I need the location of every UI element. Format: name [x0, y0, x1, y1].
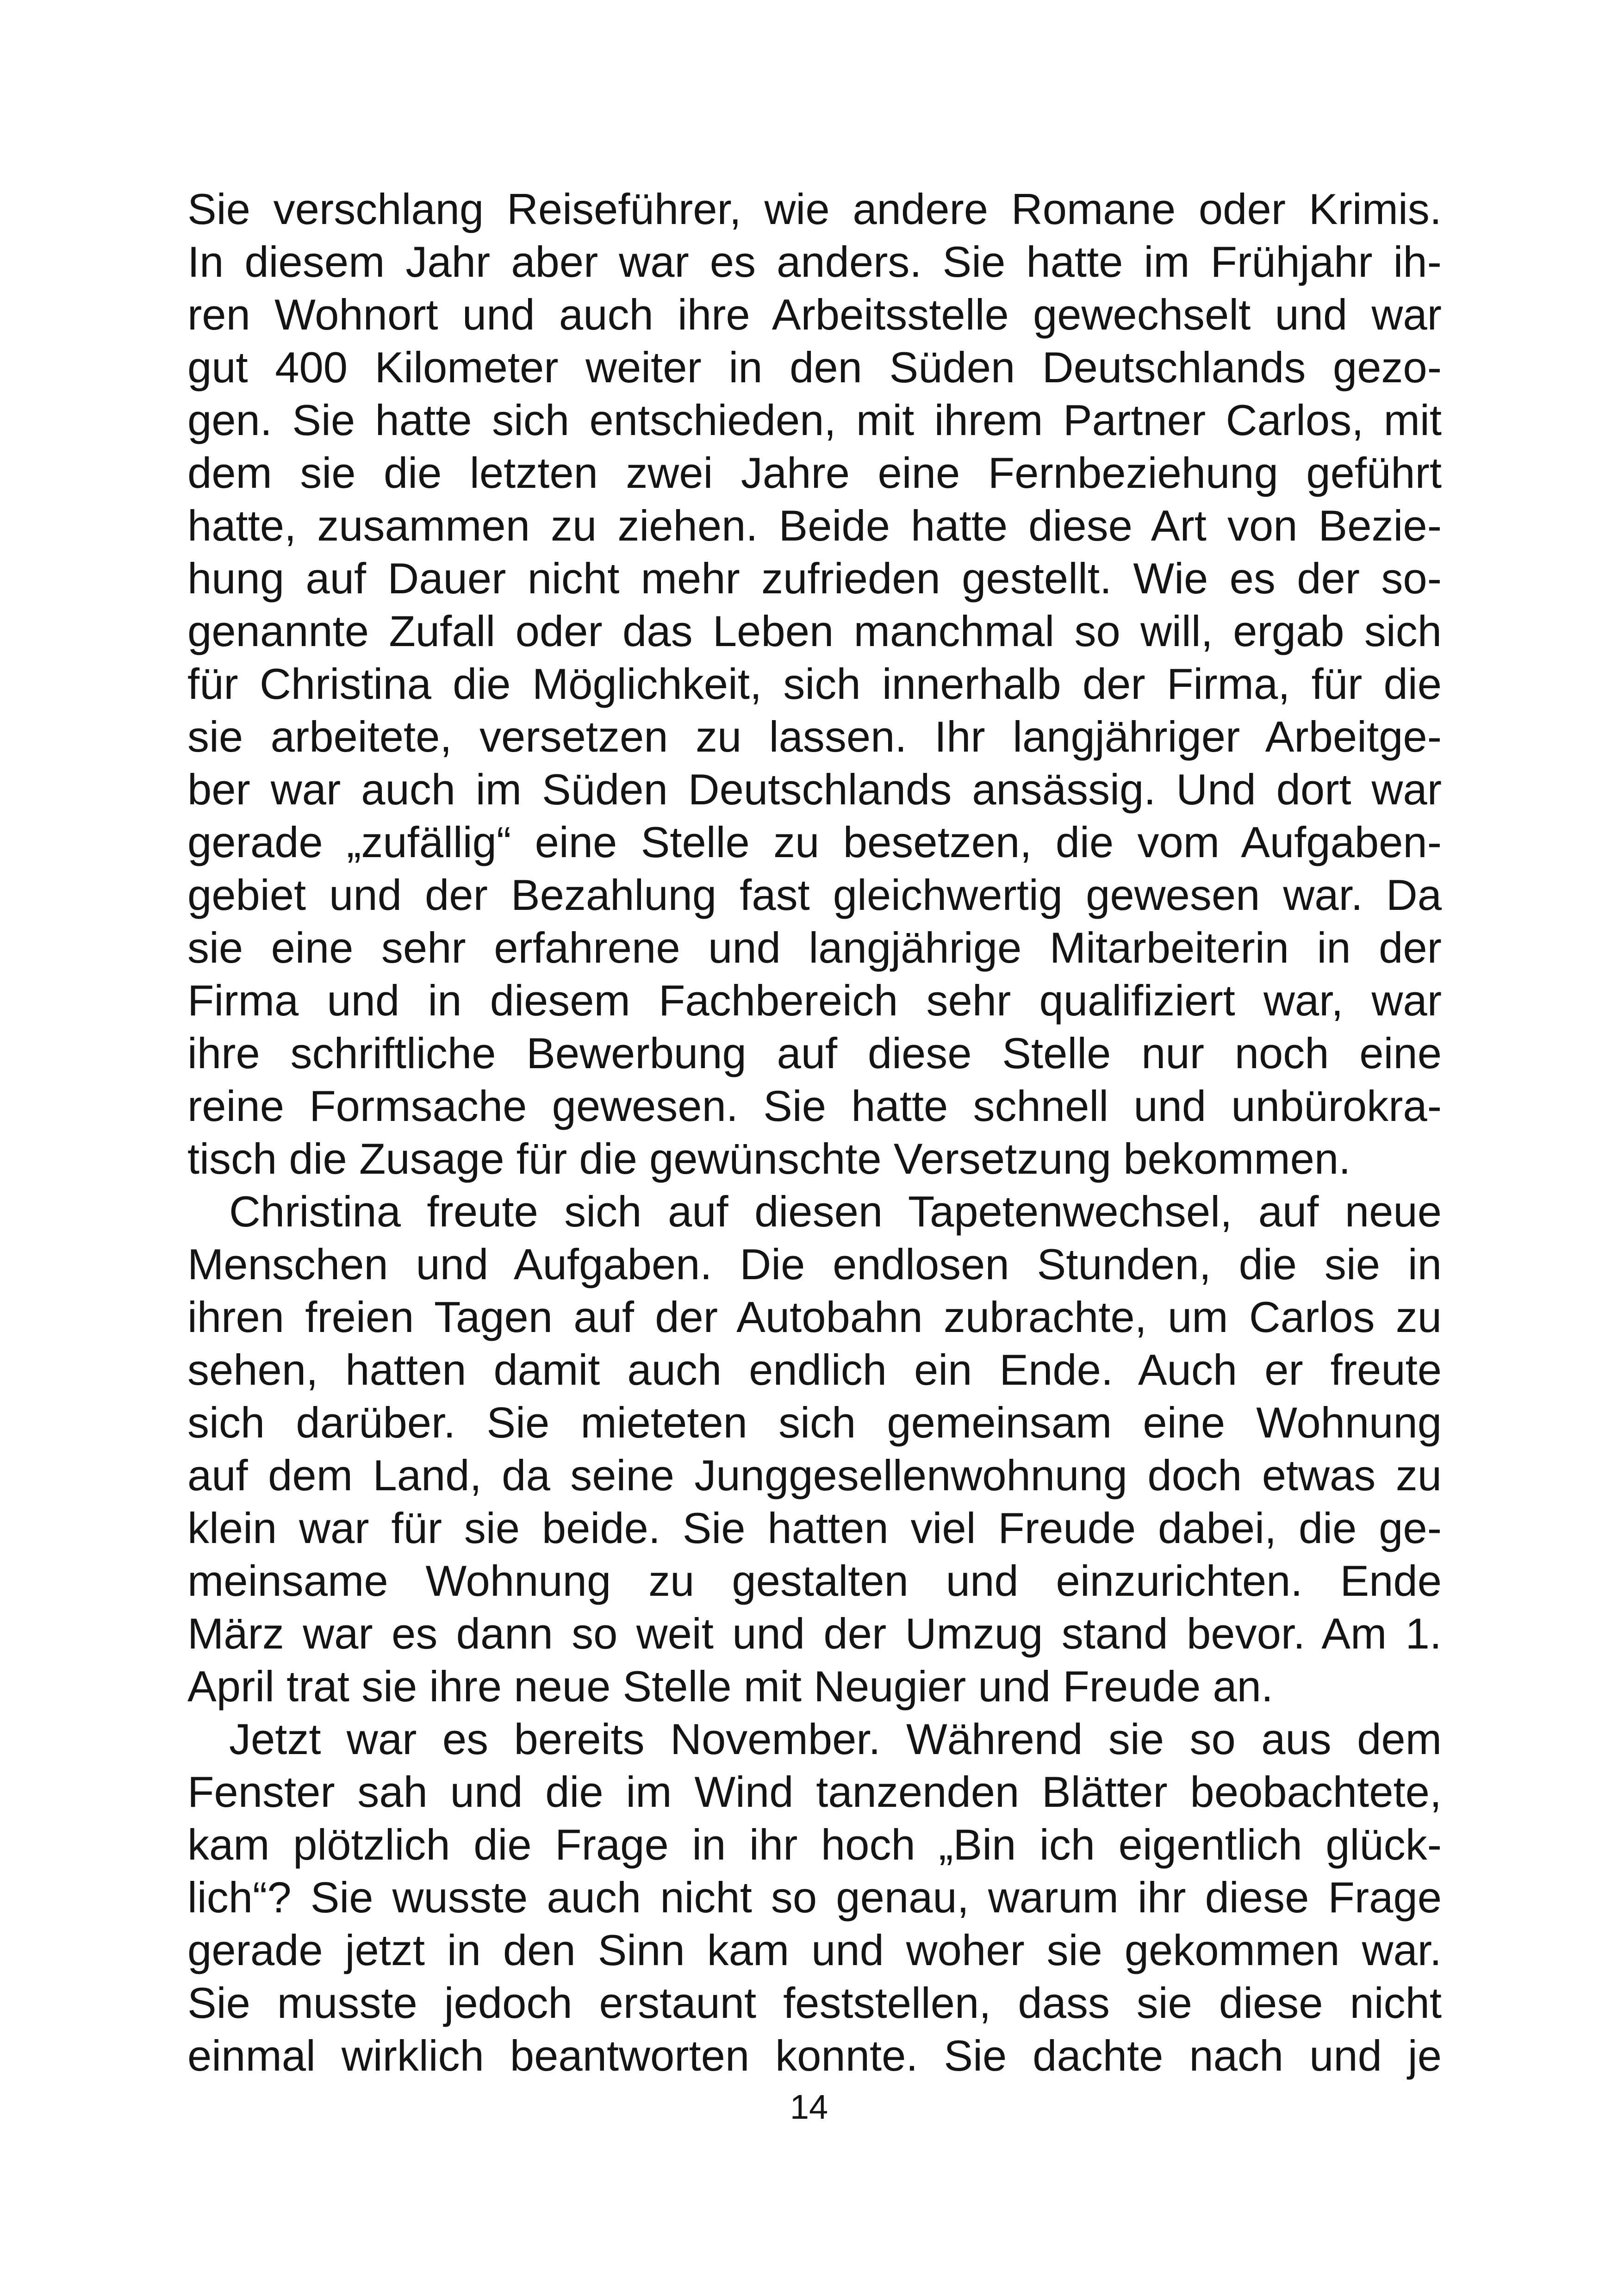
text-line: tisch die Zusage für die gewünschte Versetzung bekommen. [187, 1134, 1351, 1183]
text-line: einmal wirklich beantworten konnte. Sie dachte nach und je [187, 2031, 1442, 2080]
text-line: April trat sie ihre neue Stelle mit Neugier und Freude an. [187, 1662, 1274, 1711]
text-line: Jetzt war es bereits November. Während sie so aus dem [229, 1715, 1442, 1763]
text-line: hatte, zusammen zu ziehen. Beide hatte diese Art von Bezie- [187, 501, 1442, 550]
text-line: gerade jetzt in den Sinn kam und woher sie gekommen war. [187, 1926, 1442, 1974]
text-line: ihre schriftliche Bewerbung auf diese Stelle nur noch eine [187, 1029, 1442, 1077]
text-line: ber war auch im Süden Deutschlands ansässig. Und dort war [187, 765, 1442, 814]
text-line: sie eine sehr erfahrene und langjährige Mitarbeiterin in der [187, 923, 1442, 972]
text-line: gut 400 Kilometer weiter in den Süden Deutschlands gezo- [187, 343, 1442, 392]
text-line: dem sie die letzten zwei Jahre eine Fernbeziehung geführt [187, 448, 1442, 497]
text-line: reine Formsache gewesen. Sie hatte schnell und unbürokra- [187, 1082, 1442, 1130]
text-line: März war es dann so weit und der Umzug stand bevor. Am 1. [187, 1609, 1442, 1658]
page-number: 14 [790, 2088, 828, 2126]
text-line: Christina freute sich auf diesen Tapetenwechsel, auf neue [229, 1187, 1442, 1236]
text-line: auf dem Land, da seine Junggesellenwohnung doch etwas zu [187, 1451, 1442, 1500]
text-line: meinsame Wohnung zu gestalten und einzurichten. Ende [187, 1556, 1442, 1605]
text-line: sehen, hatten damit auch endlich ein Ende. Auch er freute [187, 1345, 1442, 1394]
text-line: Firma und in diesem Fachbereich sehr qualifiziert war, war [187, 976, 1442, 1025]
paragraph-1 [187, 183, 1442, 1185]
text-line: lich“? Sie wusste auch nicht so genau, warum ihr diese Frage [187, 1873, 1442, 1922]
text-line: kam plötzlich die Frage in ihr hoch „Bin ich eigentlich glück- [187, 1820, 1442, 1869]
paragraph-2 [187, 1185, 1442, 1713]
text-line: Fenster sah und die im Wind tanzenden Blätter beobachtete, [187, 1767, 1442, 1816]
paragraph-3 [187, 1713, 1442, 2082]
text-line: gebiet und der Bezahlung fast gleichwertig gewesen war. Da [187, 871, 1442, 919]
text-line: Menschen und Aufgaben. Die endlosen Stunden, die sie in [187, 1240, 1442, 1288]
body-text [187, 183, 1442, 2082]
text-line: für Christina die Möglichkeit, sich innerhalb der Firma, für die [187, 660, 1442, 708]
text-line: sie arbeitete, versetzen zu lassen. Ihr langjähriger Arbeitge- [187, 712, 1442, 761]
text-line: gerade „zufällig“ eine Stelle zu besetzen, die vom Aufgaben- [187, 818, 1442, 866]
text-line: Sie musste jedoch erstaunt feststellen, dass sie diese nicht [187, 1979, 1442, 2027]
text-line: hung auf Dauer nicht mehr zufrieden gestellt. Wie es der so- [187, 554, 1442, 603]
text-line: In diesem Jahr aber war es anders. Sie hatte im Frühjahr ih- [187, 237, 1442, 286]
text-line: gen. Sie hatte sich entschieden, mit ihrem Partner Carlos, mit [187, 396, 1442, 444]
text-line: Sie verschlang Reiseführer, wie andere Romane oder Krimis. [187, 185, 1442, 233]
text-line: genannte Zufall oder das Leben manchmal so will, ergab sich [187, 607, 1442, 655]
text-line: sich darüber. Sie mieteten sich gemeinsam eine Wohnung [187, 1398, 1442, 1447]
text-line: ihren freien Tagen auf der Autobahn zubrachte, um Carlos zu [187, 1293, 1442, 1341]
text-line: ren Wohnort und auch ihre Arbeitsstelle gewechselt und war [187, 290, 1442, 339]
text-line: klein war für sie beide. Sie hatten viel Freude dabei, die ge- [187, 1504, 1442, 1552]
